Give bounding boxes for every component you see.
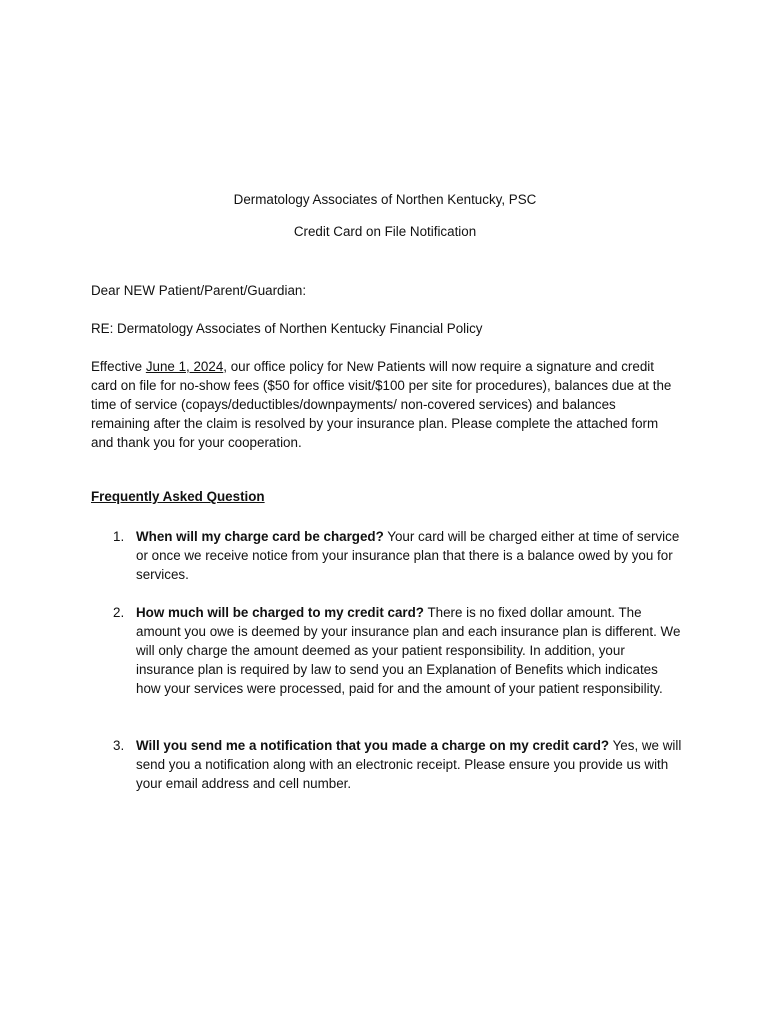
- faq-answer: There is no fixed dollar amount. The amount you owe is deemed by your insurance plan and each insurance plan is different. We will only charge the amount deemed as your patient responsibility. In addition, your insurance plan is required by law to send you an Explanation of Benefits which indicates how your services were processed, paid for and the amount of your patient responsibility.: [136, 605, 681, 696]
- faq-question: Will you send me a notification that you made a charge on my credit card?: [136, 738, 610, 753]
- organization-name: Dermatology Associates of Northen Kentucky, PSC: [233, 192, 537, 207]
- greeting: Dear NEW Patient/Parent/Guardian:: [91, 283, 307, 298]
- policy-body: , our office policy for New Patients will now require a signature and credit card on file for no-show fees ($50 for office visit/$100 per site for procedures), balances due at the time of service (copays/deductibles/downpayments/ non-covered services) and balances remaining after the claim is resolved by your insurance plan. Please complete the attached form and thank you for your cooperation.: [91, 359, 672, 450]
- faq-answer: Your card will be charged either at time of service or once we receive notice from your insurance plan that there is a balance owed by you for services.: [136, 529, 680, 582]
- document-title: Credit Card on File Notification: [293, 224, 477, 239]
- policy-paragraph: [91, 357, 676, 452]
- faq-question: How much will be charged to my credit card?: [136, 605, 424, 620]
- faq-item-number: 2.: [113, 605, 125, 620]
- faq-item: [113, 736, 683, 793]
- policy-prefix: Effective: [91, 359, 146, 374]
- faq-item-number: 1.: [113, 529, 125, 544]
- faq-item: [113, 527, 683, 584]
- policy-effective-date: June 1, 2024: [145, 359, 224, 374]
- faq-item: [113, 603, 683, 698]
- faq-item-number: 3.: [113, 738, 125, 753]
- faq-answer: Yes, we will send you a notification along with an electronic receipt. Please ensure you provide us with your email address and cell number.: [136, 738, 682, 791]
- faq-question: When will my charge card be charged?: [136, 529, 384, 544]
- faq-heading: Frequently Asked Question: [91, 489, 265, 504]
- re-line: RE: Dermatology Associates of Northen Kentucky Financial Policy: [91, 321, 483, 336]
